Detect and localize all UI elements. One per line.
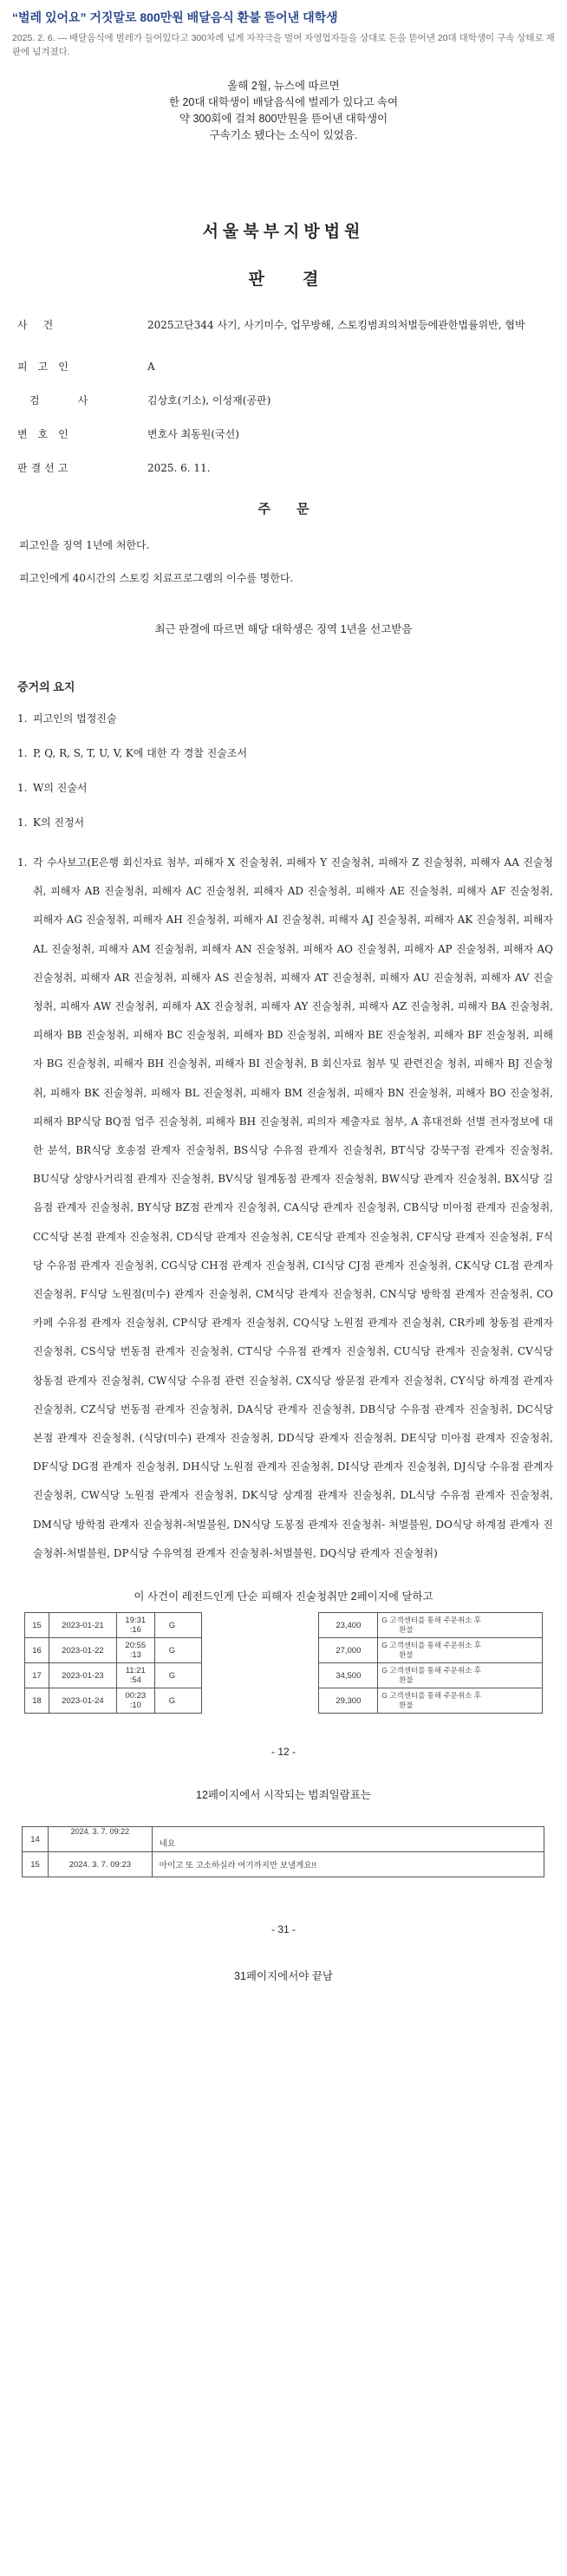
memo-line: 환불: [399, 1701, 414, 1710]
page-number-31: - 31 -: [270, 1923, 296, 1936]
victims-caption: 이 사건이 레전드인게 단순 피해자 진술청취만 2페이지에 달하고: [134, 1590, 433, 1603]
time-top: 00:23: [125, 1691, 147, 1701]
info-key: 판결선고: [17, 462, 72, 474]
time-bottom: :16: [129, 1625, 141, 1636]
caption-line: 구속기소 됐다는 소식이 있었음.: [209, 129, 358, 141]
caption-line: 올해 2월, 뉴스에 따르면: [227, 80, 340, 92]
end-caption: 31페이지에서야 끝남: [234, 1970, 333, 1983]
table-cell-blank: [201, 1638, 319, 1663]
table-cell-message: 네요: [152, 1827, 544, 1852]
order-line: 피고인에게 40시간의 스토킹 치료프로그램의 이수를 명한다.: [19, 572, 294, 584]
table-cell-no: 14: [23, 1827, 49, 1852]
evidence-num: 1.: [17, 747, 28, 759]
table-row: [25, 1638, 543, 1663]
info-row-lawyer: [17, 426, 567, 443]
info-row-prosecutor: [17, 393, 567, 409]
table-row: [25, 1613, 543, 1638]
memo-line: G 고객센터를 통해 주문취소 후: [381, 1641, 481, 1650]
memo-line: G 고객센터를 통해 주문취소 후: [381, 1666, 481, 1675]
table-cell-no: 17: [25, 1663, 49, 1688]
caption-line: 한 20대 대학생이 배달음식에 벌레가 있다고 속여: [168, 96, 399, 108]
crime-table: [24, 1612, 543, 1714]
table-cell-code: G: [154, 1638, 201, 1663]
order-line: 피고인을 징역 1년에 처한다.: [19, 539, 150, 551]
crime-table-excerpt-2: [22, 1827, 544, 1885]
court-name: 서울북부지방법원: [202, 222, 365, 241]
evidence-num: 1.: [17, 856, 28, 868]
table-cell-no: 16: [25, 1638, 49, 1663]
evidence-item: [17, 814, 567, 831]
evidence-item-reports: [17, 849, 567, 1568]
table-cell-no: 15: [23, 1852, 49, 1877]
time-top: 20:55: [125, 1641, 147, 1651]
case-info: [17, 317, 567, 477]
info-value: A: [147, 361, 155, 373]
table-cell-time: [116, 1688, 154, 1714]
table-row: [23, 1827, 544, 1852]
table-row: [25, 1688, 543, 1714]
table-cell-code: G: [154, 1613, 201, 1638]
info-key: 검사: [29, 394, 127, 407]
table-cell-date: 2023-01-24: [49, 1688, 116, 1714]
evidence-text: W의 진술서: [33, 782, 88, 794]
table-cell-amount: 29,300: [319, 1688, 378, 1714]
judgment-title: 판결: [248, 270, 357, 289]
table-cell-blank: [201, 1688, 319, 1714]
memo-line: 환불: [399, 1650, 414, 1660]
table-cell-amount: 34,500: [319, 1663, 378, 1688]
info-row-case: [17, 317, 567, 342]
sentence-caption: 최근 판결에 따르면 해당 대학생은 징역 1년을 선고받음: [154, 623, 413, 635]
evidence-text: K의 진정서: [33, 816, 85, 829]
info-value: 2025. 6. 11.: [147, 462, 211, 474]
news-caption: [0, 78, 567, 144]
evidence-list: [17, 710, 567, 1568]
table-cell-datetime: 2024. 3. 7. 09:23: [48, 1852, 152, 1877]
evidence-title: 증거의 요지: [17, 680, 75, 693]
crime-table-excerpt-1: [24, 1614, 543, 1716]
table-cell-memo: [378, 1688, 543, 1714]
table-cell-memo: [378, 1638, 543, 1663]
crime-table-caption: 12페이지에서 시작되는 범죄일람표는: [196, 1789, 371, 1802]
news-summary: 2025. 2. 6. — 배달음식에 벌레가 들어있다고 300차례 넘게 자작극을 벌여 자영업자들을 상대로 돈을 뜯어낸 20대 대학생이 구속 상태로 재판에 넘겨졌다.: [12, 33, 555, 57]
table-cell-date: 2023-01-23: [49, 1663, 116, 1688]
message-table: [22, 1826, 544, 1877]
evidence-item: [17, 710, 567, 727]
time-top: 11:21: [125, 1666, 146, 1676]
memo-line: G 고객센터를 통해 주문취소 후: [381, 1616, 481, 1625]
order-title: 주문: [257, 501, 336, 517]
time-bottom: :54: [129, 1675, 141, 1686]
table-cell-no: 18: [25, 1688, 49, 1714]
order-body: [19, 537, 567, 587]
table-cell-time: [116, 1663, 154, 1688]
table-cell-blank: [201, 1613, 319, 1638]
time-bottom: :13: [129, 1650, 141, 1661]
evidence-num: 1.: [17, 816, 28, 829]
page-number-12: - 12 -: [270, 1746, 296, 1759]
info-value: 김상호(기소), 이성재(공판): [147, 394, 271, 407]
evidence-text-reports: 각 수사보고(E은행 회신자료 첨부, 피해자 X 진술청취, 피해자 Y 진술청취, 피해자 Z 진술청취, 피해자 AA 진술청취, 피해자 AB 진술청취, 피해자 AC 진술청취, 피해자 AD 진술청취, 피해자 AE 진술청취, 피해자 AF 진술청취, 피해자 AG 진술청취, 피해자 AH 진술청취, 피해자 AI 진술청취, 피해자 AJ 진술청취, 피해자 AK 진술청취, 피해자 AL 진술청취, 피해자 AM 진술청취, 피해자 AN 진술청취, 피해자 AO 진술청취, 피해자 AP 진술청취, 피해자 AQ 진술청취, 피해자 AR 진술청취, 피해자 AS 진술청취, 피해자 AT 진술청취, 피해자 AU 진술청취, 피해자 AV 진술청취, 피해자 AW 진술청취, 피해자 AX 진술청취, 피해자 AY 진술청취, 피해자 AZ 진술청취, 피해자 BA 진술청취, 피해자 BB 진술청취, 피해자 BC 진술청취, 피해자 BD 진술청취, 피해자 BE 진술청취, 피해자 BF 진술청취, 피해자 BG 진술청취, 피해자 BH 진술청취, 피해자 BI 진술청취, B 회신자료 첨부 및 관련진술 청취, 피해자 BJ 진술청취, 피해자 BK 진술청취, 피해자 BL 진술청취, 피해자 BM 진술청취, 피해자 BN 진술청취, 피해자 BO 진술청취, 피해자 BP식당 BQ점 업주 진술청취, 피해자 BH 진술청취, 피의자 제출자료 첨부, A 휴대전화 선별 전자정보에 대한 분석, BR식당 호송점 관계자 진술청취, BS식당 수유점 관계자 진술청취, BT식당 강북구점 관계자 진술청취, BU식당 상양사거리점 관계자 진술청취, BV식당 월계동점 관계자 진술청취, BW식당 관계자 진술청취, BX식당 길음점 관계자 진술청취, BY식당 BZ점 관계자 진술청취, CA식당 관계자 진술청취, CB식당 미아점 관계자 진술청취, CC식당 본점 관계자 진술청취, CD식당 관계자 진술청취, CE식당 관계자 진술청취, CF식당 관계자 진술청취, F식당 수유점 관계자 진술청취, CG식당 CH점 관계자 진술청취, CI식당 CJ점 관계자 진술청취, CK식당 CL점 관계자 진술청취, F식당 노원점(미수) 관계자 진술청취, CM식당 관계자 진술청취, CN식당 방학점 관계자 진술청취, CO카페 수유점 관계자 진술청취, CP식당 관계자 진술청취, CQ식당 노원점 관계자 진술청취, CR카페 창동점 관계자 진술청취, CS식당 번동점 관계자 진술청취, CT식당 수유점 관계자 진술청취, CU식당 관계자 진술청취, CV식당 창동점 관계자 진술청취, CW식당 수유점 관련 진술청취, CX식당 쌍문점 관계자 진술청취, CY식당 하계점 관계자 진술청취, CZ식당 번동점 관계자 진술청취, DA식당 관계자 진술청취, DB식당 수유점 관계자 진술청취, DC식당 본점 관계자 진술청취, (식당(미수) 관계자 진술청취, DD식당 관계자 진술청취, DE식당 미아점 관계자 진술청취, DF식당 DG점 관계자 진술청취, DH식당 노원점 관계자 진술청취, DI식당 관계자 진술청취, DJ식당 수유점 관계자 진술청취, CW식당 노원점 관계자 진술청취, DK식당 상계점 관계자 진술청취, DL식당 수유점 관계자 진술청취, DM식당 방학점 관계자 진술청취-처벌불원, DN식당 도봉점 관계자 진술청취- 처벌불원, DO식당 하계점 관계자 진술청취-처벌불원, DP식당 수유역점 관계자 진술청취-처벌불원, DQ식당 관계자 진술청취): [33, 856, 553, 1559]
memo-line: G 고객센터를 통해 주문취소 후: [381, 1691, 481, 1701]
evidence-text: 피고인의 법정진술: [33, 712, 117, 725]
news-header: [0, 0, 567, 59]
table-row: [25, 1663, 543, 1688]
table-cell-datetime: 2024. 3. 7. 09:22: [48, 1827, 152, 1852]
table-cell-code: G: [154, 1663, 201, 1688]
table-cell-amount: 27,000: [319, 1638, 378, 1663]
evidence-item: [17, 745, 567, 762]
info-value: 2025고단344 사기, 사기미수, 업무방해, 스토킹범죄의처벌등에관한법률위반, 협박: [147, 319, 525, 331]
evidence-num: 1.: [17, 782, 28, 794]
table-cell-no: 15: [25, 1613, 49, 1638]
info-key: 변호인: [17, 428, 79, 440]
evidence-item: [17, 779, 567, 797]
caption-line: 약 300회에 걸쳐 800만원을 뜯어낸 대학생이: [179, 113, 388, 125]
memo-line: 환불: [399, 1625, 414, 1635]
info-key: 사건: [17, 319, 69, 331]
time-top: 19:31: [125, 1616, 147, 1626]
table-cell-time: [116, 1613, 154, 1638]
evidence-text: P, Q, R, S, T, U, V, K에 대한 각 경찰 진술조서: [33, 747, 248, 759]
table-cell-code: G: [154, 1688, 201, 1714]
table-cell-message: 아이고 또 고소하실라 여기까지만 보낼게요!!: [152, 1852, 544, 1877]
table-cell-memo: [378, 1613, 543, 1638]
news-headline: “벌레 있어요” 거짓말로 800만원 배달음식 환불 뜯어낸 대학생: [12, 10, 338, 24]
time-bottom: :10: [129, 1701, 141, 1711]
info-value: 변호사 최동원(국선): [147, 428, 239, 440]
table-row: [23, 1852, 544, 1877]
info-row-date: [17, 460, 567, 477]
info-key: 피고인: [17, 361, 79, 373]
evidence-num: 1.: [17, 712, 28, 725]
table-cell-date: 2023-01-22: [49, 1638, 116, 1663]
table-cell-blank: [201, 1663, 319, 1688]
memo-line: 환불: [399, 1675, 414, 1685]
table-cell-time: [116, 1638, 154, 1663]
info-row-defendant: [17, 359, 567, 375]
table-cell-memo: [378, 1663, 543, 1688]
table-cell-amount: 23,400: [319, 1613, 378, 1638]
table-cell-date: 2023-01-21: [49, 1613, 116, 1638]
